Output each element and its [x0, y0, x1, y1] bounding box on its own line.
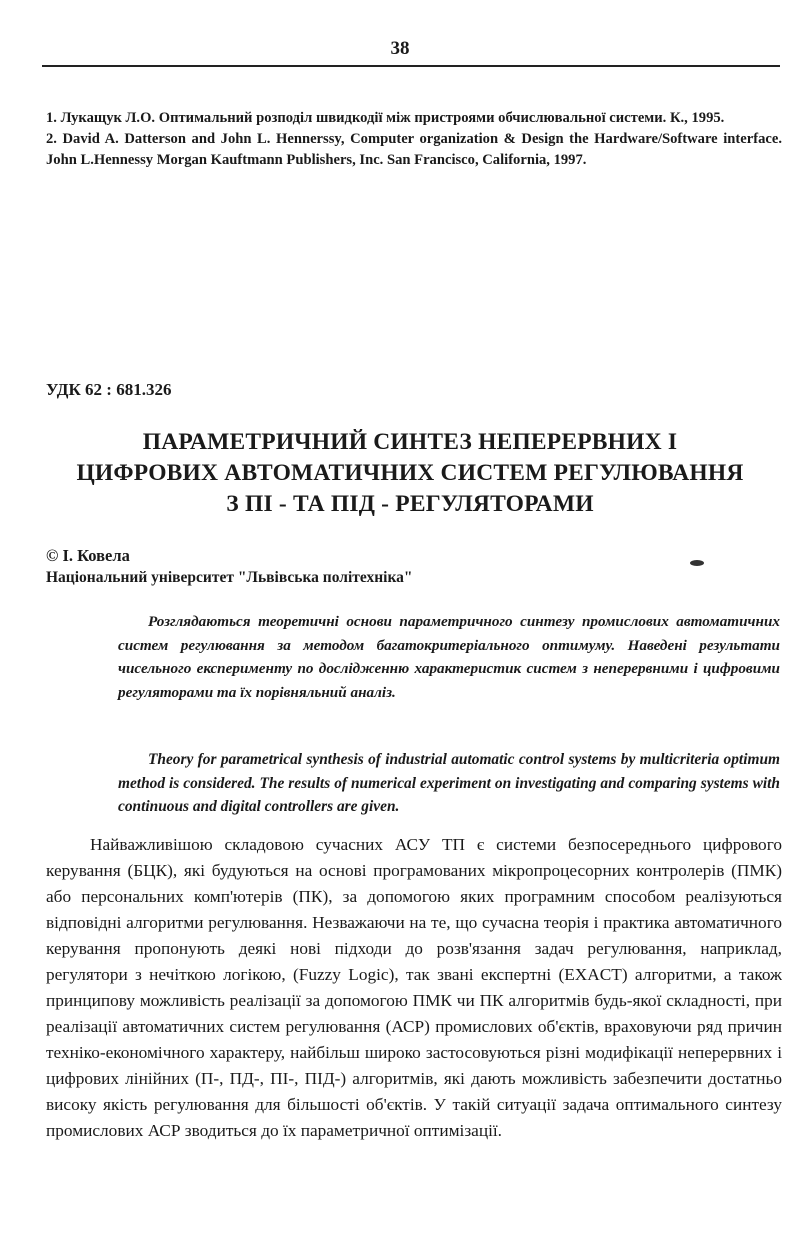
header-rule [42, 65, 780, 67]
title-line: ЦИФРОВИХ АВТОМАТИЧНИХ СИСТЕМ РЕГУЛЮВАННЯ [76, 460, 744, 486]
ink-mark [690, 560, 704, 566]
body-paragraph: Найважливішою складовою сучасних АСУ ТП є системи безпосереднього цифрового керування (БЦК), які будуються на основі програмованих мікропроцесорних контролерів (ПМК) або персональних комп'ютерів (ПК), за допомогою яких програмним способом реалізуються відповідні алгоритми регулювання. Незважаючи на те, що сучасна теорія і практика автоматичного керування пропонують деякі нові підходи до розв'язання задач регулювання, наприклад, регулятори з нечіткою логікою, (Fuzzy Logic), так звані експертні (EXACT) алгоритми, а також принципову можливість реалізації за допомогою ПМК чи ПК алгоритмів будь-якої складності, при реалізації автоматичних систем регулювання (АСР) промислових об'єктів, враховуючи ряд причин техніко-економічного характеру, найбільш широко застосовуються різні модифікації неперервних і цифрових лінійних (П-, ПД-, ПІ-, ПІД-) алгоритмів, які дають можливість забезпечити достатньо високу якість регулювання для більшості об'єктів. У такій ситуації задача оптимального синтезу промислових АСР зводиться до їх параметричної оптимізації. [46, 835, 782, 1140]
abstract-ukrainian: Розглядаються теоретичні основи параметричного синтезу промислових автоматичних систем регулювання за методом багатокритеріального оптимуму. Наведені результати чисельного експерименту по дослідженню характеристик систем з неперервними і цифровими регуляторами та їх порівняльний аналіз. [118, 613, 780, 701]
reference-item: 1. Лукащук Л.О. Оптимальний розподіл швидкодії між пристроями обчислювальної системи. К., 1995. [46, 110, 725, 126]
title-line: ПАРАМЕТРИЧНИЙ СИНТЕЗ НЕПЕРЕРВНИХ І [142, 429, 678, 455]
page-number: 38 [390, 38, 410, 59]
title-line: З ПІ - ТА ПІД - РЕГУЛЯТОРАМИ [226, 491, 594, 517]
abstract-english: Theory for parametrical synthesis of industrial automatic control systems by multicriteria optimum method is considered. The results of numerical experiment on investigating and comparing systems with continuous and digital controllers are given. [118, 751, 780, 815]
reference-list [46, 108, 782, 171]
udk-code: УДК 62 : 681.326 [46, 380, 172, 399]
author-name: © І. Ковела [46, 546, 130, 565]
author-affiliation: Національний університет "Львівська політехніка" [46, 569, 413, 586]
article-title [30, 427, 790, 520]
reference-item: 2. David A. Datterson and John L. Hennerssy, Computer organization & Design the Hardware/Software interface. John L.Hennessy Morgan Kauftmann Publishers, Inc. San Francisco, California, 1997. [46, 131, 782, 168]
